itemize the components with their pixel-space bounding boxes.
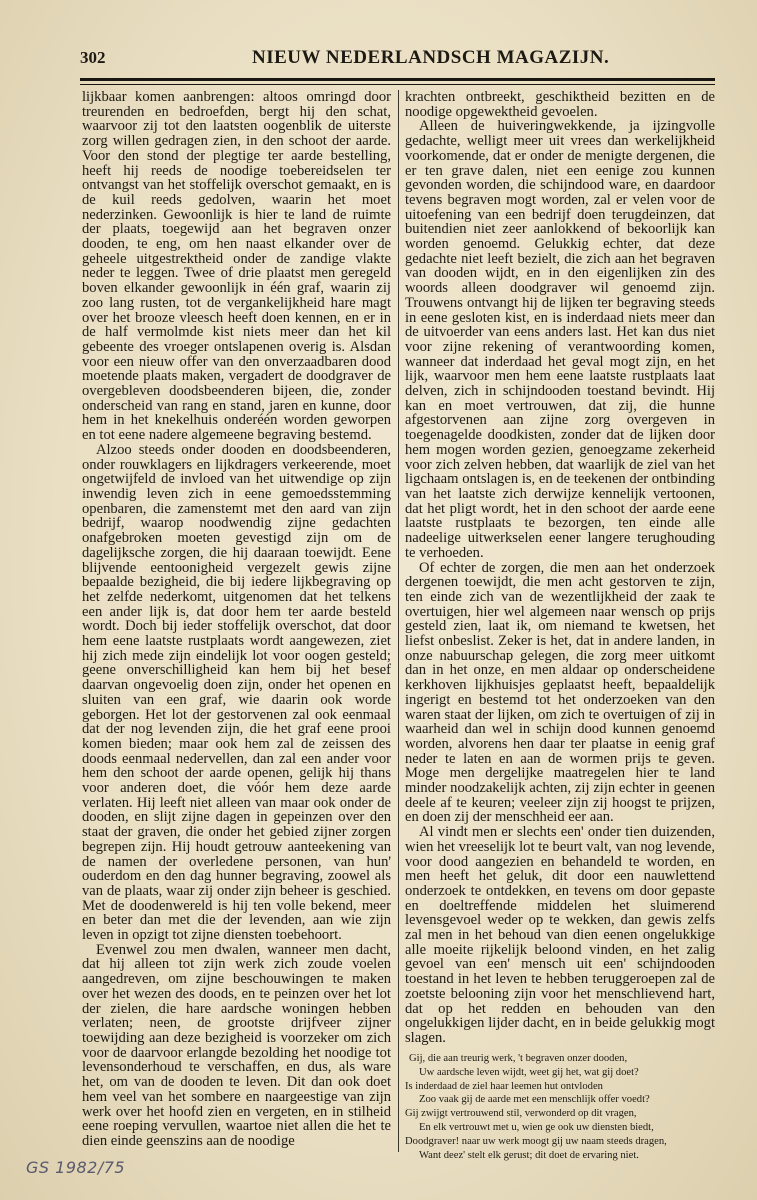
paragraph: krachten ontbreekt, geschiktheid bezitten en de noodige opgewektheid gevoelen. xyxy=(405,89,715,120)
running-title: NIEUW NEDERLANDSCH MAGAZIJN. xyxy=(252,47,610,68)
poem-line: Zoo vaak gij de aarde met een menschlijk offer voedt? xyxy=(419,1094,650,1106)
left-column xyxy=(82,90,391,1149)
poem-line: Uw aardsche leven wijdt, weet gij het, wat gij doet? xyxy=(419,1066,639,1078)
poem-line: Want deez' stelt elk gerust; dit doet de ervaring niet. xyxy=(419,1150,639,1162)
poem-line: Gij zwijgt vertrouwend stil, verwonderd op dit vragen, xyxy=(405,1108,637,1120)
paragraph: lijkbaar komen aanbrengen: altoos omringd door treurenden en bedroefden, bergt hij den schat, waarvoor zij tot den laatsten oogenblik de uiterste zorg willen gedragen zien, in den schoot der aarde. Voor den stond der plegtige ter aarde bestelling, heeft hij reeds de noodige toebereidselen ter ontvangst van het stoffelijk overschot gemaakt, en is de kuil reeds gedolven, waarin het moet nederzinken. Gewoonlijk is hier te land de ruimte der plaats, toegewijd aan het begraven onzer dooden, te eng, om hen naast elkander over de geheele uitgestrektheid onder de zandige vlakte neder te leggen. Twee of drie plaatst men geregeld boven elkander gewoonlijk in één graf, waarin zij zoo lang rusten, tot de vergankelijkheid hare magt over het brooze vleesch heeft doen kennen, en er in de half vermolmde kist niets meer dan het kil gebeente des vroeger ontslapenen overig is. Alsdan voor een nieuw offer van den onverzaadbaren dood moetende plaats maken, vergadert de doodgraver de overgebleven doodsbeenderen bijeen, die, zonder onderscheid van rang en stand, jaren en kunne, door hem in het knekelhuis onderéén worden geworpen en tot eene nadere algemeene begraving bestemd. xyxy=(82,89,391,444)
poem-line: Gij, die aan treurig werk, 't begraven onzer dooden, xyxy=(409,1052,628,1064)
page-header xyxy=(80,44,715,74)
poem-line: En elk vertrouwt met u, wien ge ook uw diensten biedt, xyxy=(419,1122,654,1134)
paragraph: Alleen de huiveringwekkende, ja ijzingvolle gedachte, welligt meer uit vrees dan werkelijkheid voorkomende, dat er onder de menigte dergenen, die er ten grave dalen, niet een eenige zou kunnen gevonden worden, die schijndood ware, en daardoor tevens begraven mogt worden, zal er velen voor de uitoefening van een bedrijf doen terugdeinzen, dat buitendien niet zeer aanlokkend of bekoorlijk kan worden genoemd. Gelukkig echter, dat deze gedachte niet leeft bezielt, die zich aan het begraven van dooden wijdt, en in den eigenlijken zin des woords alleen doodgraver wil genoemd zijn. Trouwens ontvangt hij de lijken ter begraving steeds in eene gesloten kist, en is inderdaad niets meer dan de uitvoerder van eens anders last. Het kan dus niet voor zijne rekening of verantwoording komen, wanneer dat inderdaad het geval mogt zijn, en het lijk, waarvoor men hem eene laatste rustplaats laat delven, zich in schijndooden toestand bevindt. Hij kan en moet vertrouwen, dat zij, die hunne afgestorvenen aan zijne zorg overgeven in toegenagelde doodkisten, zonder dat de lijken door hem mogen worden gezien, genoegzame zekerheid voor zich zelven hebben, dat waarlijk de ziel van het ligchaam ontslagen is, en de teekenen der ontbinding van het laatste zich derwijze kennelijk vertoonen, dat het pligt wordt, het in den schoot der aarde eene laatste rustplaats te bezorgen, ten einde alle nadeelige uitwerkselen eener langere terughouding te verhoeden. xyxy=(405,118,715,561)
right-column xyxy=(405,90,715,1163)
paragraph: Of echter de zorgen, die men aan het onderzoek dergenen toewijdt, die men acht gestorven te zijn, ten einde zich van de wezentlijkheid der zaak te overtuigen, hier wel algemeen naar wensch op prijs gesteld zien, laat ik, om niemand te kwetsen, het liefst onbeslist. Zeker is het, dat in andere landen, in onze nabuurschap gelegen, die zorg meer uitkomt dan in het onze, en men aldaar op onderscheidene kerkhoven lijkhuisjes geplaatst heeft, bepaaldelijk ingerigt en bestemd tot het onderzoeken van den waren staat der lijken, om zich te overtuigen of zij in waarheid dan wel in schijn dood kunnen genoemd worden, alvorens hen daar ter plaatse in eenig graf neder te laten en aan de wormen prijs te geven. Moge men dergelijke maatregelen hier te land minder noodzakelijk achten, zij zijn echter in geenen deele af te keuren; veeleer zijn zij hoogst te prijzen, en doen zij der menschheid eer aan. xyxy=(405,559,715,826)
page-number: 302 xyxy=(80,48,106,67)
paragraph: Al vindt men er slechts een' onder tien duizenden, wien het vreeselijk lot te beurt valt, van nog levende, voor dood aangezien en behandeld te worden, en men heeft het geluk, dit door een nauwlettend onderzoek te ontdekken, en tevens om door gepaste en doeltreffende middelen het sluimerend levensgevoel weder op te wekken, dan gewis zelfs zal men in het behoud van dien eenen ongelukkige alle moeite rijkelijk beloond vinden, en het zalig gevoel van een' mensch uit een' schijndooden toestand in het leven te hebben teruggeroepen zal de zoetste belooning zijn voor het menschlievend hart, dat op het redden en behouden van den ongelukkigen lijder dacht, en in beide gelukkig mogt slagen. xyxy=(405,824,715,1046)
header-rule-thin xyxy=(80,84,715,85)
poem-line: Doodgraver! naar uw werk moogt gij uw naam steeds dragen, xyxy=(405,1136,667,1148)
catalog-mark: GS 1982/75 xyxy=(26,1158,126,1177)
column-divider xyxy=(398,90,399,1152)
poem xyxy=(405,1052,715,1163)
header-rule-thick xyxy=(80,78,715,81)
poem-line: Is inderdaad de ziel haar leemen hut ontvloden xyxy=(405,1080,603,1092)
paragraph: Alzoo steeds onder dooden en doodsbeenderen, onder rouwklagers en lijkdragers verkeerende, moet ongetwijfeld de invloed van het uitwendige op zijn inwendig leven zich in eene gemoedsstemming openbaren, die zamenstemt met den aard van zijn bedrijf, waarop noodwendig zijne gedachten onafgebroken moeten gevestigd zijn om de dagelijksche zorgen, die hij daaraan toewijdt. Eene blijvende eentoonigheid vergezelt gewis zijne bepaalde bezigheid, die bij iedere lijkbegraving op het zelfde nederkomt, uitgenomen dat het telkens een ander lijk is, dat door hem ter aarde besteld wordt. Doch bij ieder stoffelijk overschot, dat door hem eene laatste rustplaats wordt aangewezen, ziet hij zich mede zijn eindelijk lot voor oogen gesteld; geene onverschilligheid kan hem bij het besef daarvan ongevoelig doen zijn, onder het openen en sluiten van een graf, wie daarin ook worde geborgen. Het lot der gestorvenen zal ook eenmaal dat der nog levenden zijn, die het graf eene prooi komen bieden; maar ook hem zal de zeissen des doods eenmaal nedervellen, dan zal een ander voor hem den schoot der aarde openen, gelijk hij thans voor anderen doet, die vóór hem deze aarde verlaten. Hij leeft niet alleen van maar ook onder de dooden, en slijt zijne dagen in gepeinzen over den staat der graven, die onder het gebied zijner zorgen begrepen zijn. Hij houdt getrouw aanteekening van de namen der overledene personen, van hun' ouderdom en den dag hunner begraving, zoowel als van de plaats, waar zij onder zijn beheer is geschied. Met de doodenwereld is hij ten volle bekend, meer en beter dan met die der levenden, aan wie zijn leven in opzigt tot zijne diensten toebehoort. xyxy=(82,441,391,944)
paragraph: Evenwel zou men dwalen, wanneer men dacht, dat hij alleen tot zijn werk zich zoude voelen aangedreven, om zijne beschouwingen te maken over het wezen des doods, en te peinzen over het lot der zielen, die hare aardsche woningen hebben verlaten; neen, de grootste drijfveer zijner toewijding aan deze bezigheid is voorzeker om zich voor de daarvoor erlangde bezolding het noodige tot levensonderhoud te verschaffen, en dus, als ware het, om van de dooden te leven. Dit dan ook doet hem veel van het sombere en naargeestige van zijn werk over het hoofd zien en vergeten, en in stilheid eene roeping vervullen, waartoe niet allen die het te dien einde geenszins aan de noodige xyxy=(82,941,391,1149)
